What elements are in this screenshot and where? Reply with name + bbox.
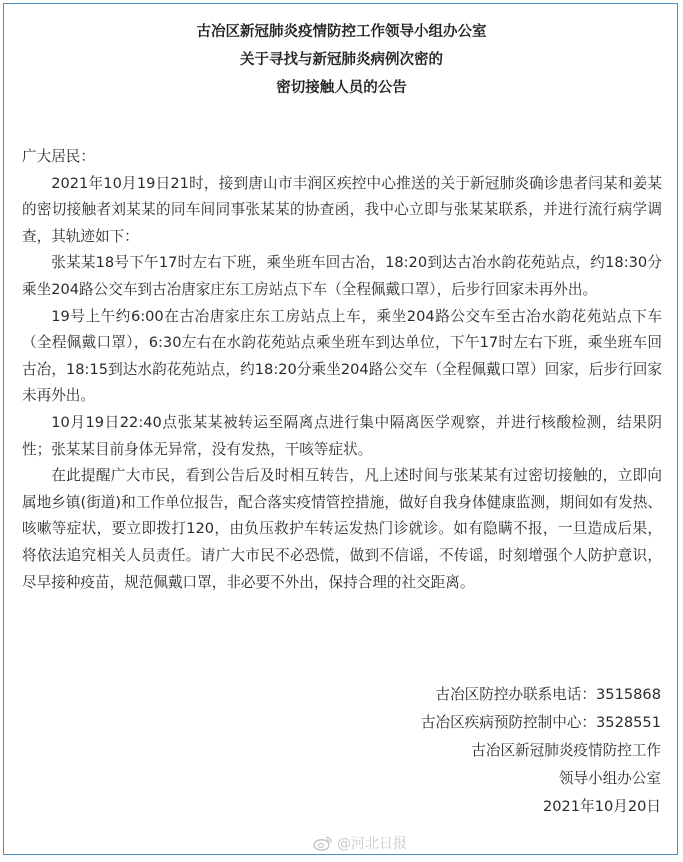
notice-date: 2021年10月20日 <box>542 798 661 815</box>
paragraph-isolation: 10月19日22:40点张某某被转运至隔离点进行集中隔离医学观察，并进行核酸检测，结果阴性；张某某目前身体无异常，没有发热，干咳等症状。 <box>22 413 662 458</box>
org-name-line-2: 领导小组办公室 <box>558 770 661 787</box>
weibo-watermark <box>313 833 407 853</box>
title-line-1: 古冶区新冠肺炎疫情防控工作领导小组办公室 <box>196 24 487 40</box>
watermark-text: @河北日报 <box>337 836 407 852</box>
salutation: 广大居民： <box>22 148 95 165</box>
paragraph-trajectory-19: 19号上午约6:00在古冶唐家庄东工房站点上车，乘坐204路公交车至古冶水韵花苑站点下车（全程佩戴口罩），6:30左右在水韵花苑站点乘坐班车到达单位，下午17时左右下班，乘坐班车回古冶，18:15到达水韵花苑站点，约18:20分乘坐204路公交车（全程佩戴口罩）回家，后步行回家未再外出。 <box>22 307 662 405</box>
title-line-2: 关于寻找与新冠肺炎病例次密的 <box>240 52 443 68</box>
notice-body <box>22 144 662 596</box>
paragraph-intro: 2021年10月19日21时，接到唐山市丰润区疾控中心推送的关于新冠肺炎确诊患者闫某和姜某的密切接触者刘某某的同车间同事张某某的协查函，我中心立即与张某某联系，并进行流行病学调查，其轨迹如下： <box>22 174 662 245</box>
paragraph-trajectory-18: 张某某18号下午17时左右下班，乘坐班车回古冶，18:20到达古冶水韵花苑站点，约18:30分乘坐204路公交车到古冶唐家庄东工房站点下车（全程佩戴口罩），后步行回家未再外出。 <box>22 254 662 298</box>
title-line-3: 密切接触人员的公告 <box>276 80 407 96</box>
contact-phone: 古冶区防控办联系电话：3515868 <box>435 686 661 703</box>
org-name-line-1: 古冶区新冠肺炎疫情防控工作 <box>471 742 661 759</box>
weibo-icon <box>313 835 333 851</box>
paragraph-reminder: 在此提醒广大市民，看到公告后及时相互转告，凡上述时间与张某某有过密切接触的，立即向属地乡镇(街道)和工作单位报告，配合落实疫情管控措施，做好自我身体健康监测，期间如有发热、咳嗽等症状，要立即拨打120，由负压救护车转运发热门诊就诊。如有隐瞒不报，一旦造成后果，将依法追究相关人员责任。请广大市民不必恐慌，做到不信谣，不传谣，时刻增强个人防护意识，尽早接种疫苗，规范佩戴口罩，非必要不外出，保持合理的社交距离。 <box>22 467 662 591</box>
cdc-phone: 古冶区疾病预防控制中心：3528551 <box>420 714 661 731</box>
